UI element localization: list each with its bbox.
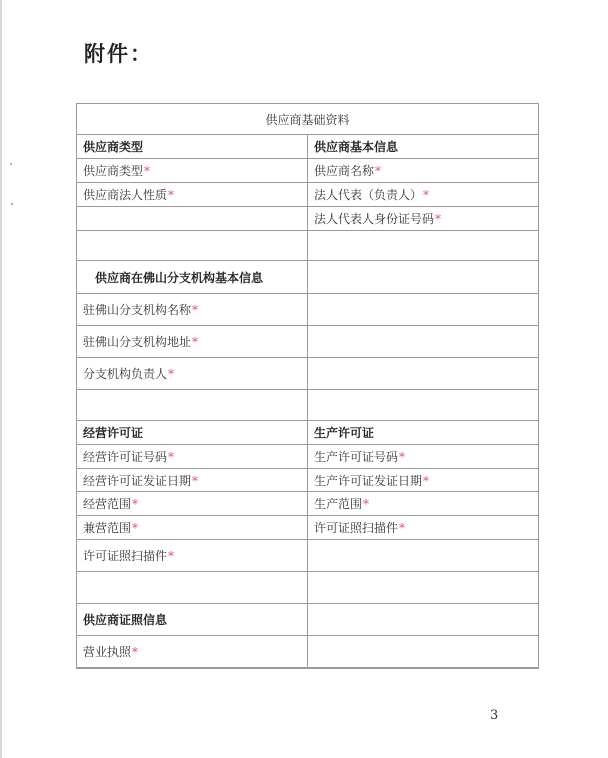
required-asterisk: * bbox=[435, 212, 442, 226]
field-label: 分支机构负责人 bbox=[83, 367, 168, 381]
left-field-cell bbox=[77, 159, 308, 183]
right-field-cell bbox=[308, 294, 539, 326]
field-label: 生产范围 bbox=[314, 497, 363, 511]
field-label: 供应商名称 bbox=[314, 164, 375, 178]
scan-speck bbox=[11, 203, 13, 205]
required-asterisk: * bbox=[399, 521, 406, 535]
table-row bbox=[77, 326, 539, 358]
table-row bbox=[77, 207, 539, 231]
attachment-heading: 附件： bbox=[84, 42, 153, 66]
right-field-cell bbox=[308, 326, 539, 358]
left-field-cell bbox=[77, 469, 308, 492]
left-field-cell bbox=[77, 294, 308, 326]
required-asterisk: * bbox=[132, 521, 139, 535]
required-asterisk: * bbox=[192, 335, 199, 349]
field-label: 兼营范围 bbox=[83, 521, 132, 535]
right-field-cell bbox=[308, 159, 539, 183]
field-label: 经营范围 bbox=[83, 497, 132, 511]
left-field-cell bbox=[77, 572, 308, 604]
table-bottom-border bbox=[76, 668, 539, 669]
field-label: 供应商证照信息 bbox=[83, 613, 168, 627]
left-field-cell bbox=[77, 445, 308, 469]
table-row bbox=[77, 261, 539, 294]
right-field-cell bbox=[308, 358, 539, 390]
required-asterisk: * bbox=[192, 473, 199, 488]
field-label: 供应商类型 bbox=[83, 164, 144, 178]
right-field-cell bbox=[308, 516, 539, 540]
table-title: 供应商基础资料 bbox=[77, 104, 539, 135]
scan-edge bbox=[0, 0, 2, 758]
table-row bbox=[77, 159, 539, 183]
required-asterisk: * bbox=[168, 188, 175, 202]
field-label: 生产许可证号码 bbox=[314, 450, 399, 464]
field-label: 供应商在佛山分支机构基本信息 bbox=[95, 270, 264, 285]
right-field-cell bbox=[308, 183, 539, 207]
field-label: 供应商类型 bbox=[83, 140, 144, 154]
required-asterisk: * bbox=[132, 497, 139, 511]
required-asterisk: * bbox=[168, 367, 175, 381]
supplier-info-table bbox=[76, 103, 539, 668]
field-label: 供应商法人性质 bbox=[83, 188, 168, 202]
table-row bbox=[77, 183, 539, 207]
left-field-cell bbox=[77, 604, 308, 636]
required-asterisk: * bbox=[192, 303, 199, 317]
table-row bbox=[77, 390, 539, 421]
field-label: 经营许可证号码 bbox=[83, 450, 168, 464]
table-row bbox=[77, 294, 539, 326]
right-field-cell bbox=[308, 604, 539, 636]
left-field-cell bbox=[77, 207, 308, 231]
field-label: 生产许可证 bbox=[314, 426, 375, 440]
right-field-cell bbox=[308, 261, 539, 294]
field-label: 许可证照扫描件 bbox=[314, 521, 399, 535]
field-label: 驻佛山分支机构名称 bbox=[83, 303, 192, 317]
left-field-cell bbox=[77, 261, 308, 294]
required-asterisk: * bbox=[423, 473, 430, 488]
right-field-cell bbox=[308, 231, 539, 261]
field-label: 法人代表人身份证号码 bbox=[314, 212, 435, 226]
left-field-cell bbox=[77, 540, 308, 572]
right-field-cell bbox=[308, 572, 539, 604]
right-field-cell bbox=[308, 636, 539, 668]
field-label: 供应商基本信息 bbox=[314, 140, 399, 154]
field-label: 经营许可证发证日期 bbox=[83, 473, 192, 488]
right-field-cell bbox=[308, 492, 539, 516]
page-number: 3 bbox=[490, 708, 499, 723]
field-label: 法人代表（负责人） bbox=[314, 188, 423, 202]
table-row bbox=[77, 231, 539, 261]
left-field-cell bbox=[77, 135, 308, 159]
left-field-cell bbox=[77, 516, 308, 540]
left-field-cell bbox=[77, 231, 308, 261]
table-title-row bbox=[77, 104, 539, 135]
right-field-cell bbox=[308, 540, 539, 572]
table-row bbox=[77, 135, 539, 159]
left-field-cell bbox=[77, 492, 308, 516]
left-field-cell bbox=[77, 390, 308, 421]
right-field-cell bbox=[308, 135, 539, 159]
left-field-cell bbox=[77, 421, 308, 445]
required-asterisk: * bbox=[144, 164, 151, 178]
left-field-cell bbox=[77, 326, 308, 358]
required-asterisk: * bbox=[375, 164, 382, 178]
right-field-cell bbox=[308, 390, 539, 421]
table-row bbox=[77, 516, 539, 540]
field-label: 营业执照 bbox=[83, 645, 132, 659]
table-row bbox=[77, 358, 539, 390]
right-field-cell bbox=[308, 445, 539, 469]
left-field-cell bbox=[77, 358, 308, 390]
field-label: 许可证照扫描件 bbox=[83, 549, 168, 563]
table-row bbox=[77, 572, 539, 604]
required-asterisk: * bbox=[363, 497, 370, 511]
field-label: 生产许可证发证日期 bbox=[314, 473, 423, 488]
table-row bbox=[77, 421, 539, 445]
left-field-cell bbox=[77, 183, 308, 207]
table-row bbox=[77, 540, 539, 572]
table-row bbox=[77, 492, 539, 516]
field-label: 经营许可证 bbox=[83, 426, 144, 440]
required-asterisk: * bbox=[168, 450, 175, 464]
table-row bbox=[77, 604, 539, 636]
right-field-cell bbox=[308, 207, 539, 231]
left-field-cell bbox=[77, 636, 308, 668]
required-asterisk: * bbox=[168, 549, 175, 563]
required-asterisk: * bbox=[132, 645, 139, 659]
table-row bbox=[77, 636, 539, 668]
required-asterisk: * bbox=[423, 188, 430, 202]
scan-speck bbox=[10, 163, 12, 165]
table-row bbox=[77, 469, 539, 492]
right-field-cell bbox=[308, 421, 539, 445]
table-row bbox=[77, 445, 539, 469]
field-label: 驻佛山分支机构地址 bbox=[83, 335, 192, 349]
right-field-cell bbox=[308, 469, 539, 492]
required-asterisk: * bbox=[399, 450, 406, 464]
